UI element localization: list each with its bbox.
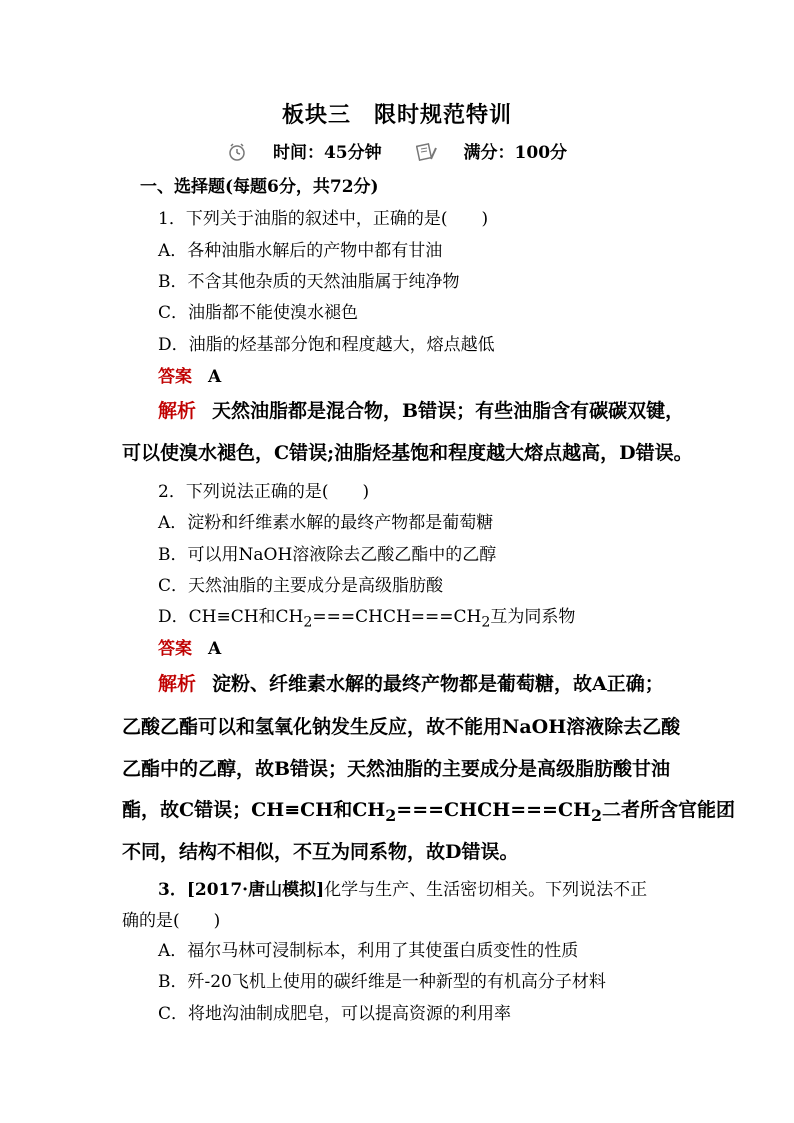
q3-option-c: C．将地沟油制成肥皂，可以提高资源的利用率 [158,1004,512,1024]
q3-option-b: B．歼-20飞机上使用的碳纤维是一种新型的有机高分子材料 [158,972,606,992]
q1-stem: 1．下列关于油脂的叙述中，正确的是( ) [158,209,489,229]
answer-label: 答案 [158,639,192,659]
q2-option-c: C．天然油脂的主要成分是高级脂肪酸 [158,576,444,596]
q2-analysis-line3: 乙酯中的乙醇，故B错误；天然油脂的主要成分是高级脂肪酸甘油 [122,758,671,780]
q2-option-d: D．CH≡CH和$CH_2===CHCH===CH_2$互为同系物 [158,607,576,631]
q3-stem-line2: 确的是( ) [122,911,221,931]
paper-pen-icon [416,142,438,162]
q1-option-c: C．油脂都不能使溴水褪色 [158,303,359,323]
score-text: 满分：100分 [463,143,568,163]
q3-option-a: A．福尔马林可浸制标本，利用了其使蛋白质变性的性质 [158,941,579,961]
analysis-label: 解析 [158,673,197,695]
q2-analysis-line1: 解析 淀粉、纤维素水解的最终产物都是葡萄糖，故A正确； [158,673,664,695]
score-info [416,138,568,163]
q1-answer [158,362,718,387]
alarm-clock-icon [227,142,247,162]
q2-option-b: B．可以用NaOH溶液除去乙酸乙酯中的乙醇 [158,545,497,565]
q2-answer [158,634,718,659]
time-text: 时间：45分钟 [272,143,382,163]
q1-analysis-line1: 解析 天然油脂都是混合物，B错误；有些油脂含有碳碳双键， [158,400,685,422]
exam-info [0,138,794,163]
q1-option-a: A．各种油脂水解后的产物中都有甘油 [158,241,443,261]
answer-value: A [208,639,222,659]
q3-stem-line1: 3．[2017·唐山模拟]化学与生产、生活密切相关。下列说法不正 [158,880,648,900]
answer-value: A [208,367,222,387]
analysis-label: 解析 [158,400,197,422]
answer-label: 答案 [158,367,192,387]
q2-analysis-line5: 不同，结构不相似，不互为同系物，故D错误。 [122,841,519,863]
page-title: 板块三 限时规范特训 [281,102,512,128]
q1-option-d: D．油脂的烃基部分饱和程度越大，熔点越低 [158,335,495,355]
section-heading: 一、选择题(每题6分，共72分) [140,177,379,197]
q1-analysis-line2: 可以使溴水褪色，C错误;油脂烃基饱和程度越大熔点越高，D错误。 [122,442,693,464]
q1-option-b: B．不含其他杂质的天然油脂属于纯净物 [158,272,460,292]
q2-option-a: A．淀粉和纤维素水解的最终产物都是葡萄糖 [158,513,494,533]
q2-stem: 2．下列说法正确的是( ) [158,482,370,502]
q2-analysis-line2: 乙酸乙酯可以和氢氧化钠发生反应，故不能用NaOH溶液除去乙酸 [122,716,681,738]
q2-analysis-line4: 酯，故C错误；CH≡CH和$CH_2===CHCH===CH_2$二者所含官能团 [122,799,736,825]
time-info [227,138,382,163]
